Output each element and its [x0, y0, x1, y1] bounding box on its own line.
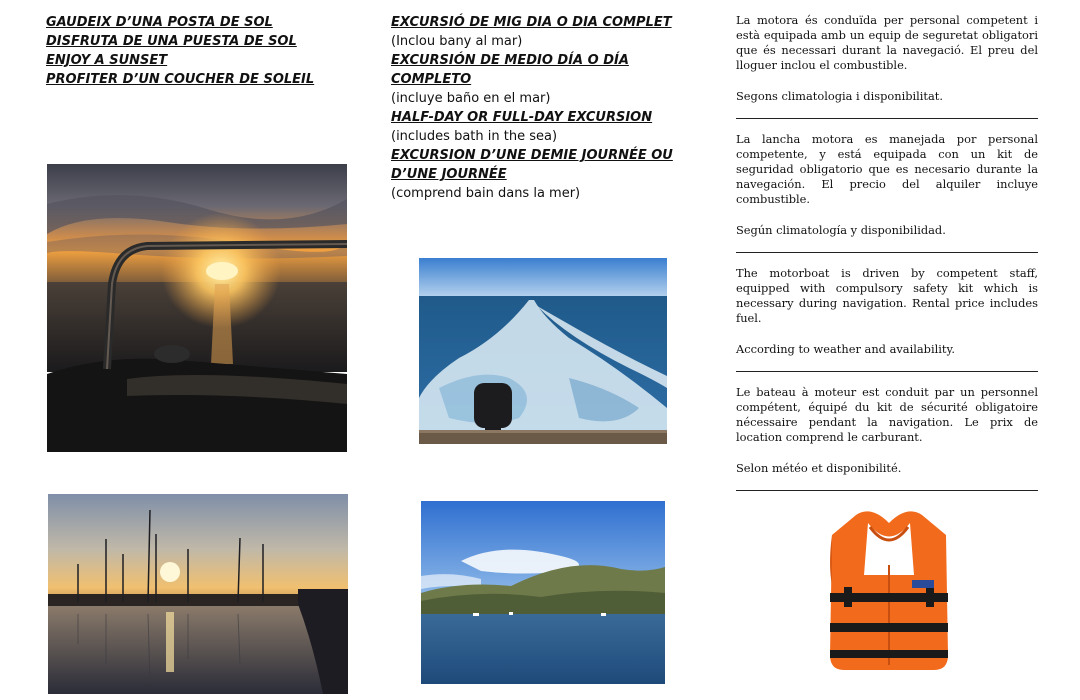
- harbor-sunset-photo: [48, 494, 348, 694]
- sunset-boat-photo: [47, 164, 347, 452]
- excursion-title-ca: EXCURSIÓ DE MIG DIA O DIA COMPLET: [391, 15, 672, 30]
- excursion-titles: [391, 13, 711, 203]
- sunset-title-es: DISFRUTA DE UNA PUESTA DE SOL: [46, 34, 297, 49]
- excursion-note-es: (incluye baño en el mar): [391, 91, 551, 106]
- sunset-titles: [46, 13, 376, 89]
- availability-note-ca: Segons climatologia i disponibilitat.: [736, 89, 943, 103]
- availability-note-es: Según climatología y disponibilidad.: [736, 223, 946, 237]
- excursion-note-fr: (comprend bain dans la mer): [391, 186, 581, 201]
- description-text-ca: La motora és conduïda per personal competent i està equipada amb un equip de seguretat obligatori que és necessari durant la navegació. El preu del lloguer inclou el combustible.: [736, 13, 1038, 72]
- divider: [736, 371, 1038, 372]
- description-ca: [736, 13, 1038, 104]
- excursion-title-fr: EXCURSION D’UNE DEMIE JOURNÉE OU D’UNE JOURNÉE: [391, 148, 673, 182]
- sunset-title-fr: PROFITER D’UN COUCHER DE SOLEIL: [46, 72, 315, 87]
- description-fr: [736, 385, 1038, 476]
- divider: [736, 252, 1038, 253]
- sunset-title-ca: GAUDEIX D’UNA POSTA DE SOL: [46, 15, 273, 30]
- description-text-fr: Le bateau à moteur est conduit par un personnel compétent, équipé du kit de sécurité obligatoire nécessaire pendant la navigation. Le prix de location comprend le carburant.: [736, 385, 1038, 444]
- life-jacket-photo: [826, 505, 952, 675]
- divider: [736, 118, 1038, 119]
- description-en: [736, 266, 1038, 357]
- description-text-en: The motorboat is driven by competent staff, equipped with compulsory safety kit which is necessary during navigation. Rental price includes fuel.: [736, 266, 1038, 325]
- coastline-photo: [421, 501, 665, 684]
- excursion-note-ca: (Inclou bany al mar): [391, 34, 523, 49]
- description-text-es: La lancha motora es manejada por personal competente, y está equipada con un kit de seguridad obligatorio que es necesario durante la navegación. El precio del alquiler incluye combustible.: [736, 132, 1038, 206]
- excursion-title-en: HALF-DAY OR FULL-DAY EXCURSION: [391, 110, 653, 125]
- description-es: [736, 132, 1038, 238]
- availability-note-fr: Selon météo et disponibilité.: [736, 461, 902, 475]
- sunset-title-en: ENJOY A SUNSET: [46, 53, 168, 68]
- description-column: [736, 13, 1038, 504]
- availability-note-en: According to weather and availability.: [736, 342, 956, 356]
- excursion-title-es: EXCURSIÓN DE MEDIO DÍA O DÍA COMPLETO: [391, 53, 629, 87]
- boat-wake-photo: [419, 258, 667, 444]
- excursion-note-en: (includes bath in the sea): [391, 129, 558, 144]
- divider: [736, 490, 1038, 491]
